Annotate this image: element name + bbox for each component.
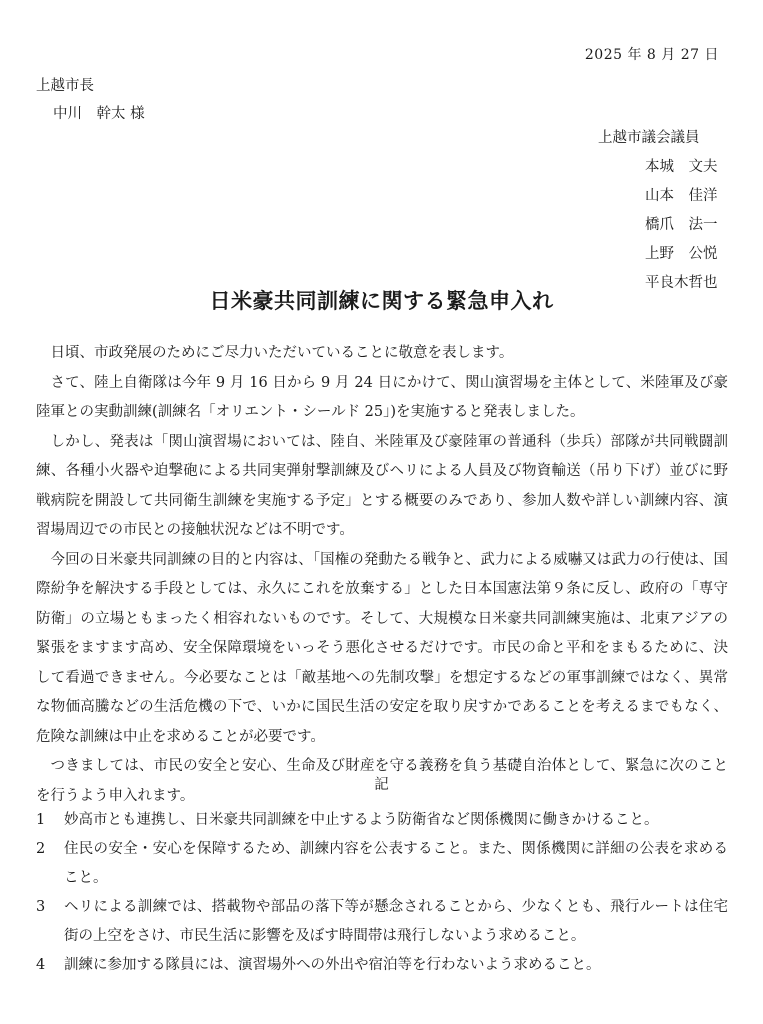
document-body (36, 339, 728, 811)
sender-title: 上越市議会議員 (598, 130, 700, 146)
request-item (36, 893, 728, 951)
sender-member: 山本 佳洋 (645, 188, 718, 204)
request-item-text: ヘリによる訓練では、搭載物や部品の落下等が懸念されることから、少なくとも、飛行ルートは住宅街の上空をさけ、市民生活に影響を及ぼす時間帯は飛行しないよう求めること。 (64, 899, 728, 944)
request-item-number: 2 (36, 841, 46, 857)
body-paragraph: つきましては、市民の安全と安心、生命及び財産を守る義務を負う基礎自治体として、緊急に次のことを行うよう申入れます。 (36, 758, 728, 804)
addressee-block (36, 72, 145, 128)
request-item-number: 3 (36, 899, 46, 915)
request-item-number: 1 (36, 812, 46, 828)
sender-block (598, 124, 718, 298)
ki-heading: 記 (374, 777, 389, 793)
request-item (36, 806, 728, 835)
sender-member: 平良木哲也 (645, 275, 718, 291)
addressee-title: 上越市長 (36, 78, 94, 94)
request-item-text: 訓練に参加する隊員には、演習場外への外出や宿泊等を行わないよう求めること。 (64, 957, 601, 973)
request-item (36, 835, 728, 893)
request-item (36, 951, 728, 980)
sender-member: 橋爪 法一 (645, 217, 718, 233)
sender-member: 本城 文夫 (645, 159, 718, 175)
sender-member: 上野 公悦 (645, 246, 718, 262)
request-list (36, 806, 728, 980)
body-paragraph: しかし、発表は「関山演習場においては、陸自、米陸軍及び豪陸軍の普通科（歩兵）部隊が共同戦闘訓練、各種小火器や迫撃砲による共同実弾射撃訓練及びヘリによる人員及び物資輸送（吊り下げ）並びに野戦病院を開設して共同衛生訓練を実施する予定」とする概要のみであり、参加人数や詳しい訓練内容、演習場周辺での市民との接触状況などは不明です。 (36, 433, 728, 538)
body-paragraph: 日頃、市政発展のためにご尽力いただいていることに敬意を表します。 (50, 345, 514, 361)
document-date: 2025 年 8 月 27 日 (584, 47, 719, 63)
document-title: 日米豪共同訓練に関する緊急申入れ (209, 289, 554, 313)
body-paragraph: 今回の日米豪共同訓練の目的と内容は、「国権の発動たる戦争と、武力による威嚇又は武力の行使は、国際紛争を解決する手段としては、永久にこれを放棄する」とした日本国憲法第９条に反し、政府の「専守防衛」の立場ともまったく相容れないものです。そして、大規模な日米豪共同訓練実施は、北東アジアの緊張をますます高め、安全保障環境をいっそう悪化させるだけです。市民の命と平和をまもるために、決して看過できません。今必要なことは「敵基地への先制攻撃」を想定するなどの軍事訓練ではなく、異常な物価高騰などの生活危機の下で、いかに国民生活の安定を取り戻すかであることを考えるまでもなく、危険な訓練は中止を求めることが必要です。 (36, 551, 728, 745)
request-item-text: 妙高市とも連携し、日米豪共同訓練を中止するよう防衛省など関係機関に働きかけること。 (64, 812, 659, 828)
request-item-number: 4 (36, 957, 46, 973)
request-item-text: 住民の安全・安心を保障するため、訓練内容を公表すること。また、関係機関に詳細の公表を求めること。 (64, 841, 728, 886)
body-paragraph: さて、陸上自衛隊は今年 9 月 16 日から 9 月 24 日にかけて、関山演習場を主体として、米陸軍及び豪陸軍との実動訓練(訓練名「オリエント・シールド 25」)を実施すると発表しました。 (36, 374, 728, 420)
addressee-name: 中川 幹太 様 (53, 106, 145, 122)
